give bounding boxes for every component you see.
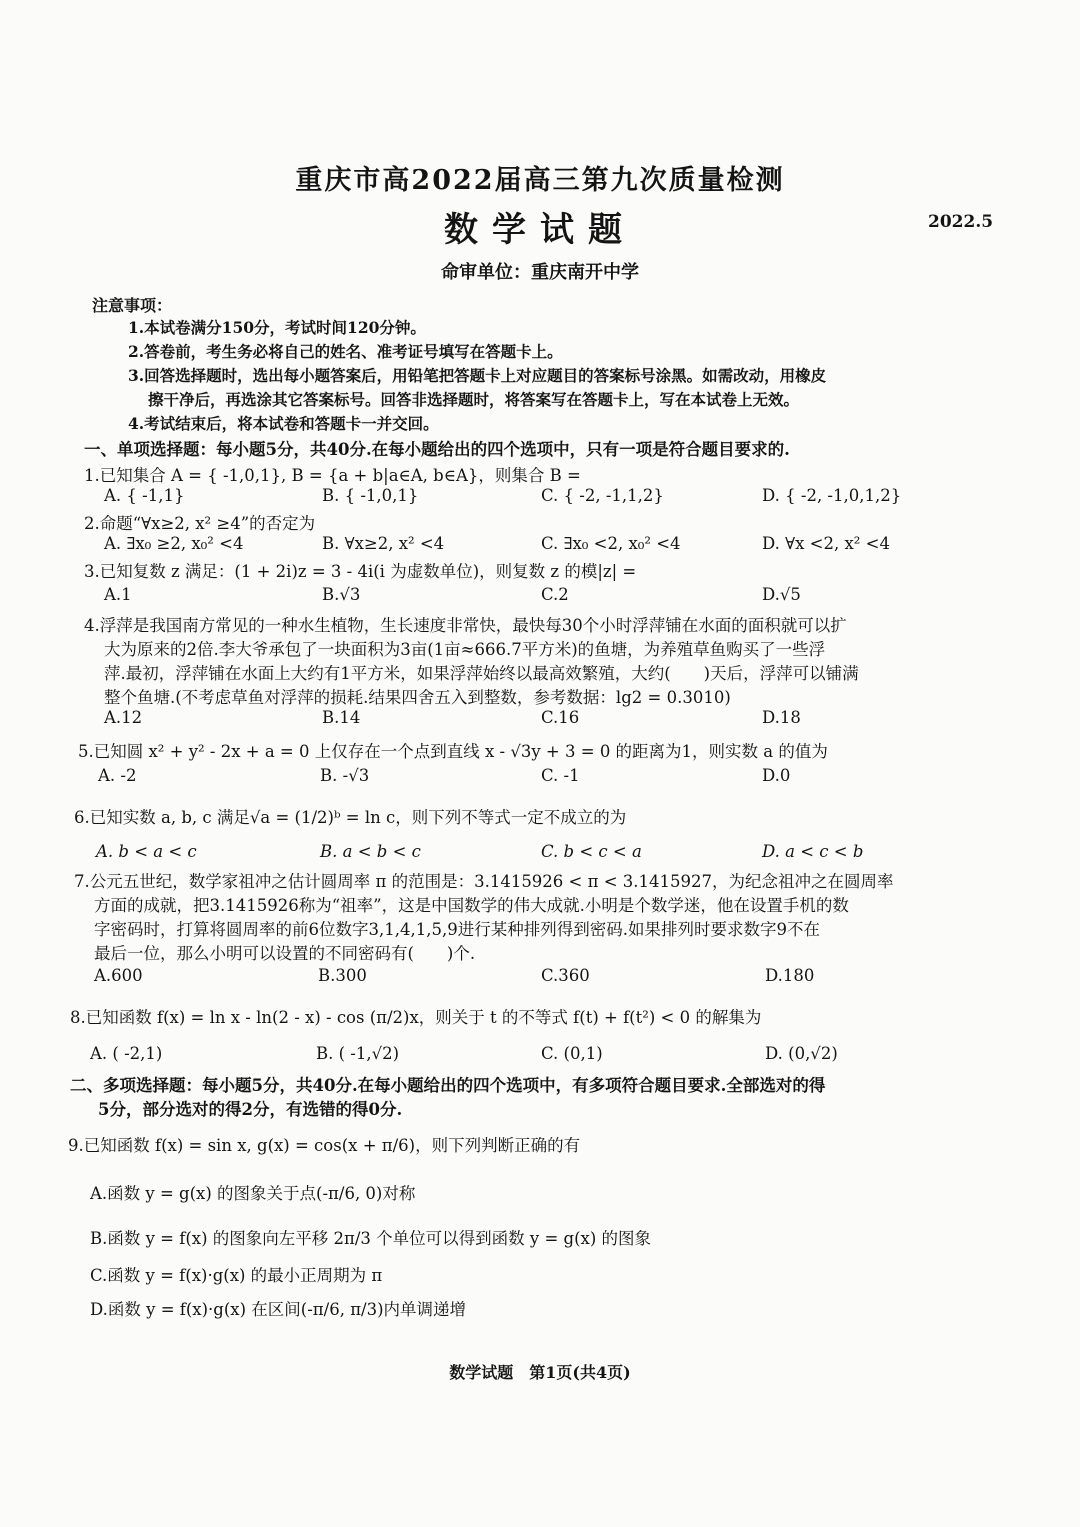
q6-option-d: D. a < c < b [762,842,864,861]
section-two-heading: 二、多项选择题：每小题5分，共40分.在每小题给出的四个选项中，有多项符合题目要求.全部选对的得 [70,1076,826,1095]
setting-unit: 命审单位：重庆南开中学 [441,262,639,283]
section-two-heading-cont: 5分，部分选对的得2分，有选错的得0分. [98,1100,403,1119]
question-4-line: 4.浮萍是我国南方常见的一种水生植物，生长速度非常快，最快每30个小时浮萍铺在水面的面积就可以扩 [84,616,847,635]
q1-option-a: A. { -1,1} [104,486,185,505]
q5-option-b: B. -√3 [320,766,370,785]
question-1-stem: 1.已知集合 A = { -1,0,1}, B = {a + b|a∈A, b∈A}，则集合 B = [84,466,581,485]
question-4-line: 整个鱼塘.(不考虑草鱼对浮萍的损耗.结果四舍五入到整数，参考数据：lg2 = 0.3010) [104,688,731,707]
question-3-stem: 3.已知复数 z 满足：(1 + 2i)z = 3 - 4i(i 为虚数单位)，则复数 z 的模|z| = [84,562,637,581]
question-7-line: 最后一位，那么小明可以设置的不同密码有( )个. [94,944,476,963]
q8-option-d: D. (0,√2) [765,1044,838,1063]
subject-title: 数学试题 [444,210,636,250]
exam-title: 重庆市高2022届高三第九次质量检测 [295,165,785,196]
question-7-line: 方面的成就，把3.1415926称为“祖率”，这是中国数学的伟大成就.小明是个数学迷，他在设置手机的数 [94,896,849,915]
q3-option-a: A.1 [104,585,132,604]
q9-option-c: C.函数 y = f(x)·g(x) 的最小正周期为 π [90,1266,383,1285]
note-line: 擦干净后，再选涂其它答案标号。回答非选择题时，将答案写在答题卡上，写在本试卷上无效。 [148,390,800,409]
note-line: 4.考试结束后，将本试卷和答题卡一并交回。 [128,414,439,433]
q1-option-c: C. { -2, -1,1,2} [541,486,664,505]
exam-date: 2022.5 [928,212,994,232]
question-8-stem: 8.已知函数 f(x) = ln x - ln(2 - x) - cos (π/2)x，则关于 t 的不等式 f(t) + f(t²) < 0 的解集为 [70,1008,762,1027]
question-7-line: 7.公元五世纪，数学家祖冲之估计圆周率 π 的范围是：3.1415926 < π < 3.1415927，为纪念祖冲之在圆周率 [74,872,894,891]
q9-option-a: A.函数 y = g(x) 的图象关于点(-π/6, 0)对称 [90,1184,416,1203]
question-2-stem: 2.命题“∀x≥2, x² ≥4”的否定为 [84,514,316,533]
q6-option-a: A. b < a < c [96,842,197,861]
q5-option-a: A. -2 [98,766,137,785]
q8-option-c: C. (0,1) [541,1044,603,1063]
note-line: 1.本试卷满分150分，考试时间120分钟。 [128,318,426,337]
q7-option-b: B.300 [318,966,367,985]
q1-option-b: B. { -1,0,1} [322,486,419,505]
q5-option-c: C. -1 [541,766,580,785]
note-line: 2.答卷前，考生务必将自己的姓名、准考证号填写在答题卡上。 [128,342,563,361]
q2-option-d: D. ∀x <2, x² <4 [762,534,890,553]
q2-option-a: A. ∃x₀ ≥2, x₀² <4 [104,534,244,553]
q3-option-d: D.√5 [762,585,801,604]
section-one-heading: 一、单项选择题：每小题5分，共40分.在每小题给出的四个选项中，只有一项是符合题目要求的. [84,440,790,459]
question-6-stem: 6.已知实数 a, b, c 满足√a = (1/2)ᵇ = ln c，则下列不等式一定不成立的为 [74,808,627,827]
q9-option-b: B.函数 y = f(x) 的图象向左平移 2π/3 个单位可以得到函数 y = g(x) 的图象 [90,1229,652,1248]
page-footer: 数学试题 第1页(共4页) [449,1363,631,1382]
question-5-stem: 5.已知圆 x² + y² - 2x + a = 0 上仅存在一个点到直线 x - √3y + 3 = 0 的距离为1，则实数 a 的值为 [78,742,828,761]
q7-option-d: D.180 [765,966,815,985]
question-4-line: 萍.最初，浮萍铺在水面上大约有1平方米，如果浮萍始终以最高效繁殖，大约( )天后，浮萍可以铺满 [104,664,859,683]
q2-option-b: B. ∀x≥2, x² <4 [322,534,445,553]
question-7-line: 字密码时，打算将圆周率的前6位数字3,1,4,1,5,9进行某种排列得到密码.如果排列时要求数字9不在 [94,920,820,939]
q6-option-c: C. b < c < a [541,842,642,861]
q3-option-c: C.2 [541,585,569,604]
q4-option-a: A.12 [104,708,143,727]
q4-option-c: C.16 [541,708,580,727]
q2-option-c: C. ∃x₀ <2, x₀² <4 [541,534,681,553]
notes-heading: 注意事项： [92,296,173,315]
q5-option-d: D.0 [762,766,791,785]
q4-option-d: D.18 [762,708,801,727]
q6-option-b: B. a < b < c [320,842,421,861]
q8-option-a: A. ( -2,1) [90,1044,163,1063]
question-4-line: 大为原来的2倍.李大爷承包了一块面积为3亩(1亩≈666.7平方米)的鱼塘，为养殖草鱼购买了一些浮 [104,640,826,659]
q7-option-a: A.600 [94,966,143,985]
q3-option-b: B.√3 [322,585,361,604]
q4-option-b: B.14 [322,708,361,727]
question-9-stem: 9.已知函数 f(x) = sin x, g(x) = cos(x + π/6)，则下列判断正确的有 [68,1136,581,1155]
q8-option-b: B. ( -1,√2) [316,1044,400,1063]
note-line: 3.回答选择题时，选出每小题答案后，用铅笔把答题卡上对应题目的答案标号涂黑。如需改动，用橡皮 [128,366,827,385]
q1-option-d: D. { -2, -1,0,1,2} [762,486,902,505]
q9-option-d: D.函数 y = f(x)·g(x) 在区间(-π/6, π/3)内单调递增 [90,1300,467,1319]
q7-option-c: C.360 [541,966,590,985]
